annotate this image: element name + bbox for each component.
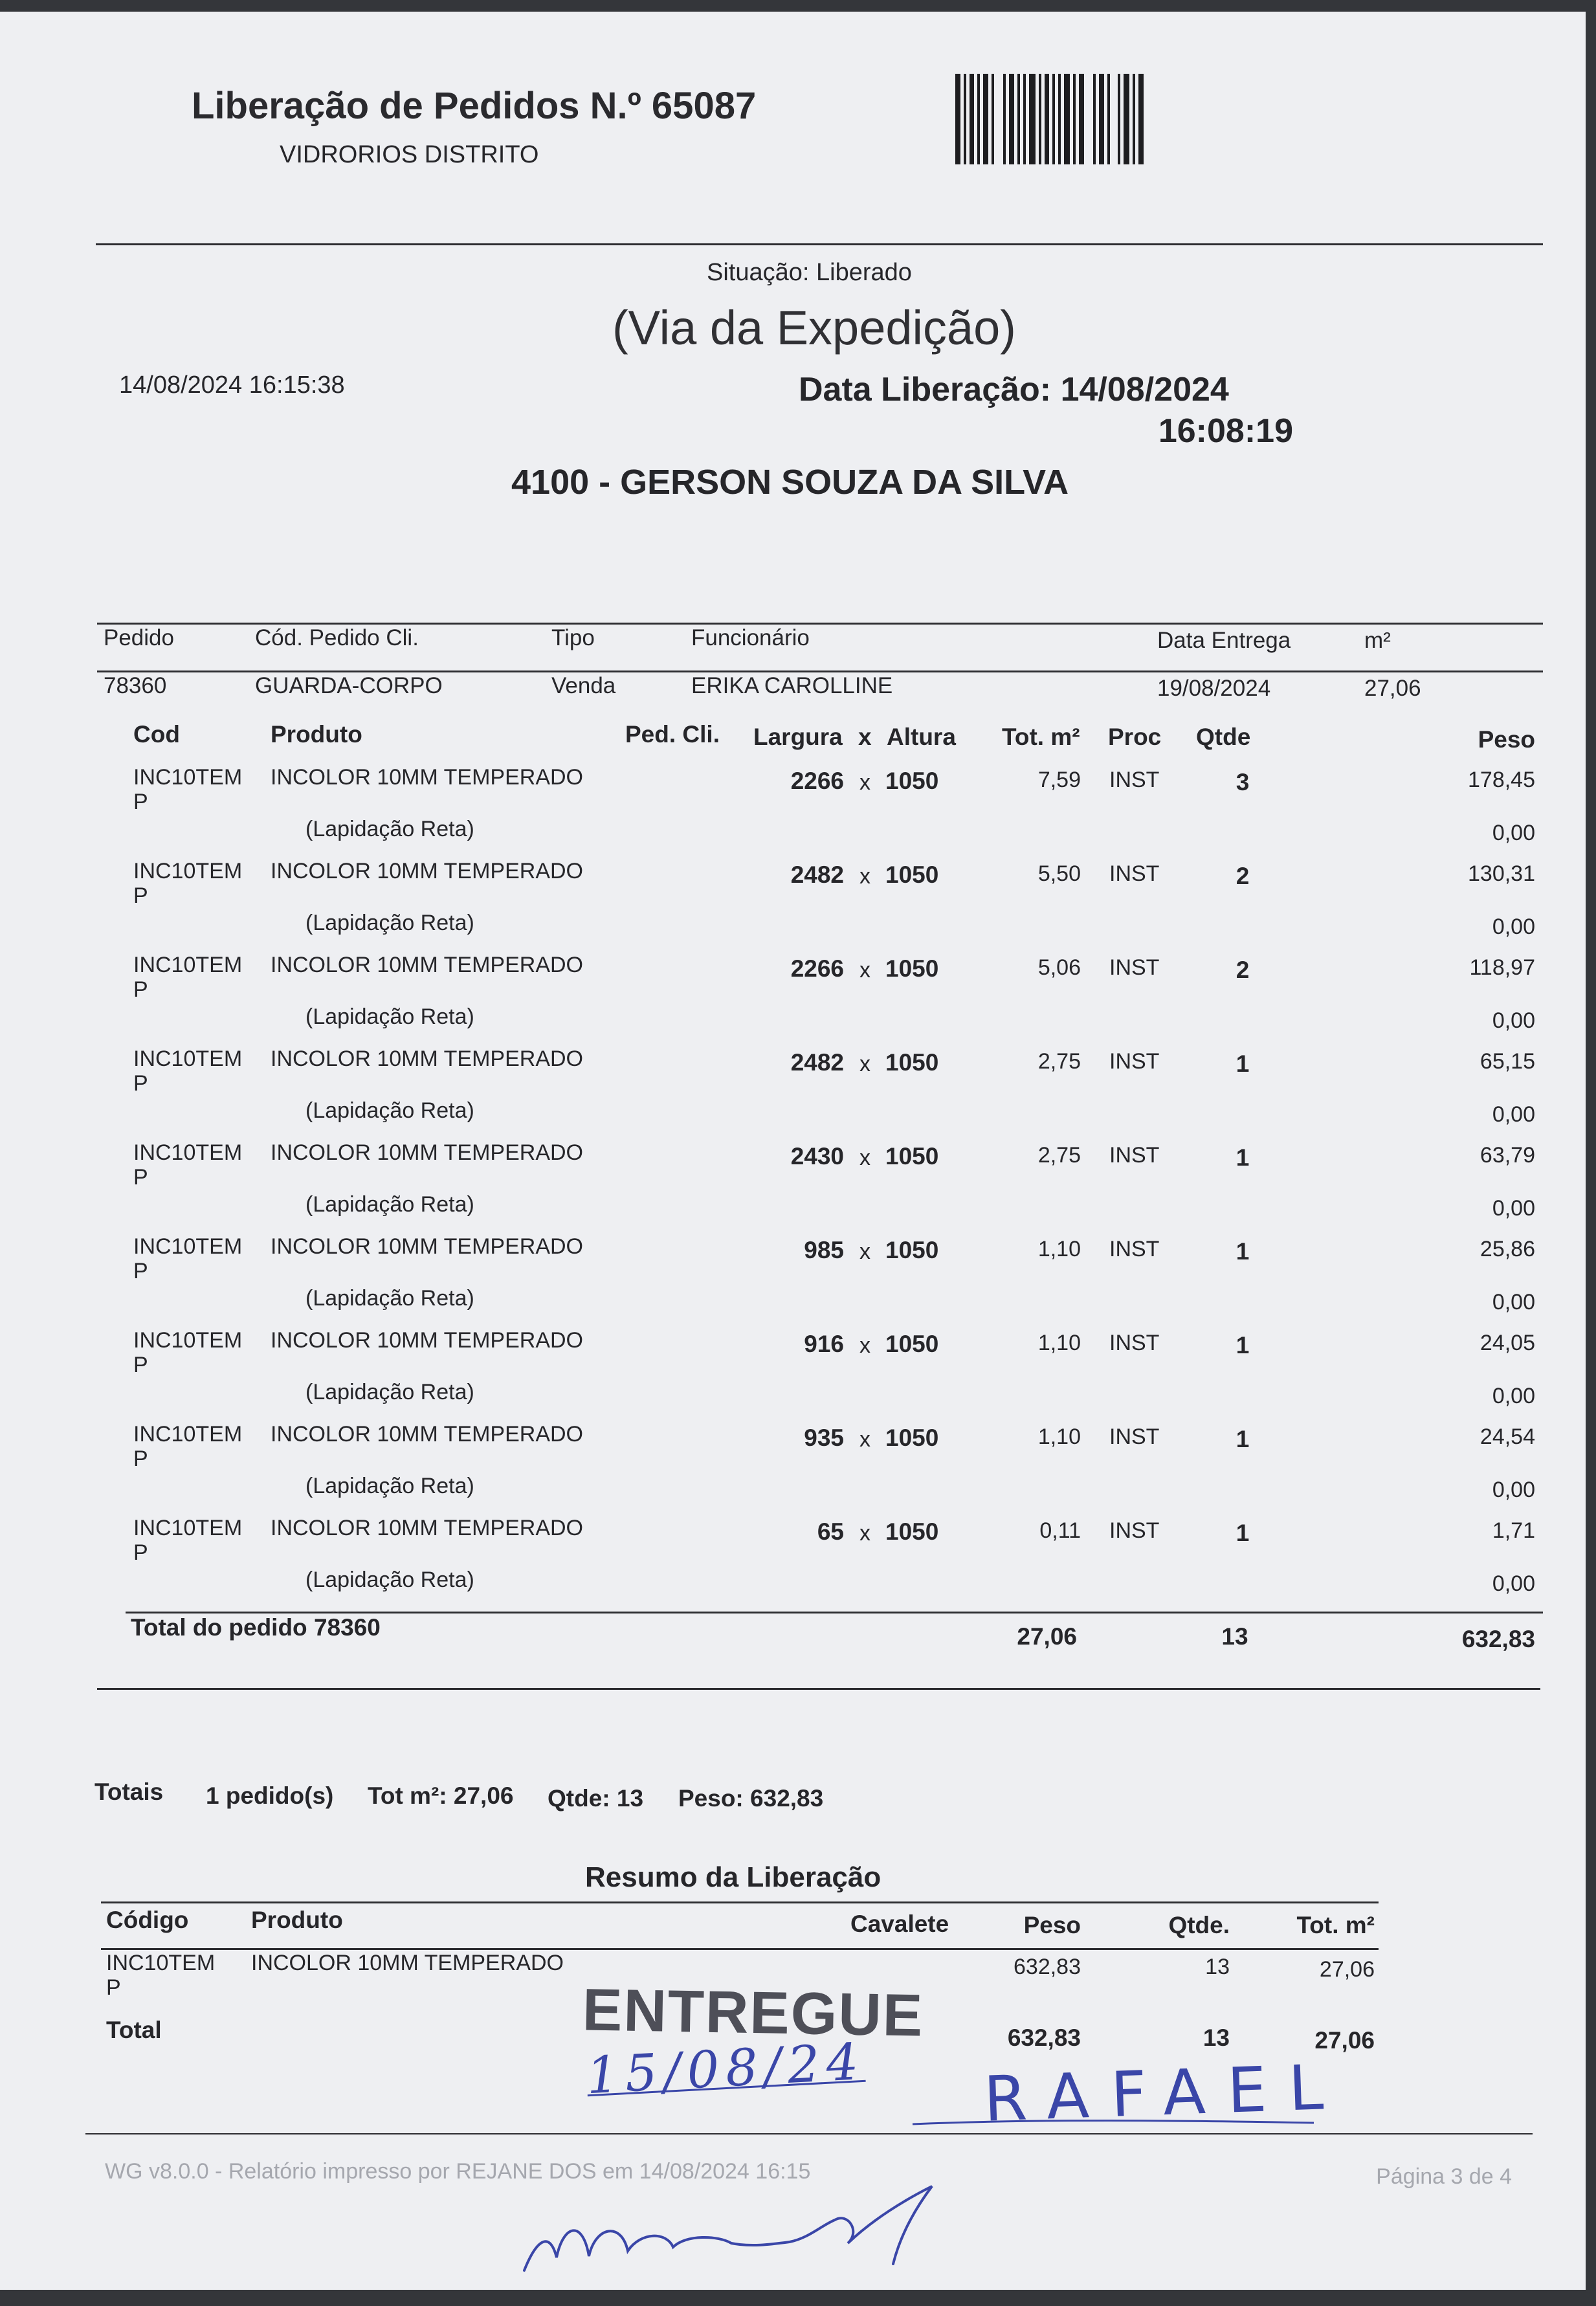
resumo-qtde: 13	[1205, 1955, 1230, 1979]
item-sub-description: (Lapidação Reta)	[305, 1568, 474, 1592]
resumo-peso: 632,83	[1014, 1955, 1081, 1979]
item-x: x	[859, 864, 870, 889]
item-qtde: 1	[1236, 1238, 1250, 1265]
order-m2: 27,06	[1364, 676, 1421, 701]
item-sub-peso: 0,00	[1492, 1571, 1535, 1596]
resumo-cod: INC10TEM	[106, 1951, 216, 1975]
item-cod-cont: P	[133, 1540, 148, 1565]
totals-label: Totais	[94, 1779, 164, 1805]
item-x: x	[859, 1239, 870, 1264]
item-cod: INC10TEM	[133, 859, 243, 883]
item-largura: 916	[804, 1331, 844, 1357]
item-largura: 2266	[790, 768, 844, 794]
col-ped-cli: Ped. Cli.	[625, 721, 720, 748]
item-x: x	[859, 1427, 870, 1452]
order-total-label: Total do pedido 78360	[131, 1614, 381, 1641]
order-total-peso: 632,83	[1461, 1626, 1535, 1652]
resumo-title: Resumo da Liberação	[585, 1861, 881, 1893]
footer-rule	[85, 2133, 1533, 2134]
col-pedido: Pedido	[104, 625, 174, 650]
item-produto: INCOLOR 10MM TEMPERADO	[271, 953, 584, 977]
item-sub-peso: 0,00	[1492, 915, 1535, 939]
col-proc: Proc	[1108, 724, 1162, 750]
item-peso: 25,86	[1480, 1237, 1535, 1261]
totals-peso: Peso: 632,83	[678, 1785, 824, 1812]
barcode	[955, 74, 1210, 164]
totals-m2: Tot m²: 27,06	[368, 1782, 514, 1809]
item-sub-description: (Lapidação Reta)	[305, 1474, 474, 1498]
document-page	[0, 12, 1586, 2290]
print-datetime: 14/08/2024 16:15:38	[119, 371, 345, 399]
item-cod-cont: P	[133, 977, 148, 1002]
footer-printed-by: WG v8.0.0 - Relatório impresso por REJANE DOS em 14/08/2024 16:15	[105, 2159, 811, 2184]
item-proc: INST	[1109, 1237, 1160, 1261]
item-proc: INST	[1109, 1143, 1160, 1168]
item-proc: INST	[1109, 861, 1160, 886]
item-altura: 1050	[885, 955, 939, 982]
item-qtde: 2	[1236, 863, 1250, 889]
item-sub-description: (Lapidação Reta)	[305, 911, 474, 935]
via-label: (Via da Expedição)	[612, 301, 1016, 355]
col-cod: Cod	[133, 721, 180, 748]
item-produto: INCOLOR 10MM TEMPERADO	[271, 1234, 584, 1259]
resumo-col-produto: Produto	[251, 1907, 343, 1933]
item-altura: 1050	[885, 1143, 939, 1170]
order-funcionario: ERIKA CAROLLINE	[691, 673, 893, 698]
item-proc: INST	[1109, 1518, 1160, 1543]
client-name: 4100 - GERSON SOUZA DA SILVA	[511, 463, 1069, 502]
item-produto: INCOLOR 10MM TEMPERADO	[271, 1047, 584, 1071]
item-qtde: 1	[1236, 1332, 1250, 1358]
resumo-produto: INCOLOR 10MM TEMPERADO	[251, 1951, 564, 1975]
item-cod: INC10TEM	[133, 765, 243, 790]
item-sub-peso: 0,00	[1492, 1196, 1535, 1221]
item-cod-cont: P	[133, 1259, 148, 1283]
item-altura: 1050	[885, 1518, 939, 1545]
item-produto: INCOLOR 10MM TEMPERADO	[271, 765, 584, 790]
order-table-header-rule	[97, 671, 1543, 672]
col-tot-m2: Tot. m²	[1002, 724, 1080, 750]
item-peso: 63,79	[1480, 1143, 1535, 1168]
item-x: x	[859, 1146, 870, 1170]
resumo-tot-m2: 27,06	[1319, 1957, 1375, 1982]
order-total-m2: 27,06	[1017, 1623, 1077, 1650]
item-cod-cont: P	[133, 1353, 148, 1377]
item-x: x	[859, 770, 870, 795]
item-cod-cont: P	[133, 883, 148, 908]
col-largura: Largura	[753, 724, 843, 750]
item-proc: INST	[1109, 1425, 1160, 1449]
handwritten-name: RAFAEL	[982, 2050, 1347, 2136]
item-tot-m2: 1,10	[1037, 1425, 1081, 1449]
col-x: x	[858, 724, 872, 750]
order-pedido: 78360	[104, 673, 167, 698]
item-largura: 2430	[790, 1143, 844, 1170]
item-largura: 985	[804, 1237, 844, 1263]
item-altura: 1050	[885, 1237, 939, 1263]
item-sub-description: (Lapidação Reta)	[305, 1192, 474, 1217]
col-m2: m²	[1364, 628, 1391, 653]
item-tot-m2: 7,59	[1037, 768, 1081, 792]
item-cod: INC10TEM	[133, 1234, 243, 1259]
resumo-total-peso: 632,83	[1007, 2024, 1081, 2051]
col-altura: Altura	[887, 724, 956, 750]
item-sub-description: (Lapidação Reta)	[305, 1004, 474, 1029]
item-proc: INST	[1109, 955, 1160, 980]
item-x: x	[859, 1052, 870, 1076]
item-produto: INCOLOR 10MM TEMPERADO	[271, 859, 584, 883]
resumo-col-tot-m2: Tot. m²	[1296, 1912, 1375, 1938]
order-total-rule	[126, 1612, 1543, 1613]
item-cod: INC10TEM	[133, 1047, 243, 1071]
item-qtde: 2	[1236, 957, 1250, 983]
data-liberacao: Data Liberação: 14/08/2024	[799, 371, 1229, 408]
totals-qtde: Qtde: 13	[548, 1785, 644, 1812]
item-peso: 178,45	[1468, 768, 1535, 792]
item-sub-description: (Lapidação Reta)	[305, 1286, 474, 1311]
item-tot-m2: 0,11	[1039, 1518, 1081, 1543]
item-cod-cont: P	[133, 1165, 148, 1190]
resumo-total-tot-m2: 27,06	[1314, 2027, 1375, 2054]
order-tipo: Venda	[551, 673, 616, 698]
item-produto: INCOLOR 10MM TEMPERADO	[271, 1516, 584, 1540]
item-proc: INST	[1109, 1049, 1160, 1074]
col-cod-pedido-cli: Cód. Pedido Cli.	[255, 625, 419, 650]
resumo-col-cavalete: Cavalete	[850, 1911, 949, 1937]
company-name: VIDRORIOS DISTRITO	[280, 141, 539, 168]
item-largura: 2266	[790, 955, 844, 982]
item-sub-peso: 0,00	[1492, 1290, 1535, 1314]
stamp-handwritten-date: 15/08/24	[584, 2032, 867, 2106]
item-cod: INC10TEM	[133, 1140, 243, 1165]
item-peso: 65,15	[1480, 1049, 1535, 1074]
item-sub-peso: 0,00	[1492, 1102, 1535, 1127]
order-data-entrega: 19/08/2024	[1157, 676, 1271, 701]
item-tot-m2: 5,50	[1037, 861, 1081, 886]
item-cod: INC10TEM	[133, 1516, 243, 1540]
resumo-col-qtde: Qtde.	[1168, 1912, 1230, 1938]
item-cod-cont: P	[133, 1447, 148, 1471]
item-tot-m2: 2,75	[1037, 1049, 1081, 1074]
item-cod-cont: P	[133, 790, 148, 814]
order-cod-pedido-cli: GUARDA-CORPO	[255, 673, 443, 698]
situacao: Situação: Liberado	[707, 259, 912, 286]
data-liberacao-time: 16:08:19	[1158, 412, 1293, 450]
resumo-total-label: Total	[106, 2017, 162, 2043]
order-total-qtde: 13	[1221, 1623, 1248, 1650]
item-qtde: 1	[1236, 1520, 1250, 1546]
col-data-entrega: Data Entrega	[1157, 628, 1291, 653]
item-cod: INC10TEM	[133, 1422, 243, 1447]
item-largura: 2482	[790, 1049, 844, 1076]
item-x: x	[859, 1521, 870, 1546]
item-tot-m2: 5,06	[1037, 955, 1081, 980]
item-altura: 1050	[885, 1049, 939, 1076]
item-qtde: 1	[1236, 1144, 1250, 1171]
resumo-cod-cont: P	[106, 1975, 121, 2000]
item-tot-m2: 1,10	[1037, 1237, 1081, 1261]
item-altura: 1050	[885, 768, 939, 794]
col-funcionario: Funcionário	[691, 625, 810, 650]
resumo-col-peso: Peso	[1023, 1912, 1081, 1938]
item-x: x	[859, 1333, 870, 1358]
item-x: x	[859, 958, 870, 982]
col-peso: Peso	[1478, 726, 1535, 753]
item-cod-cont: P	[133, 1071, 148, 1096]
col-tipo: Tipo	[551, 625, 595, 650]
item-largura: 65	[817, 1518, 844, 1545]
item-sub-peso: 0,00	[1492, 821, 1535, 845]
item-peso: 24,05	[1480, 1331, 1535, 1355]
section-divider	[97, 1688, 1540, 1690]
item-sub-description: (Lapidação Reta)	[305, 1380, 474, 1404]
item-tot-m2: 2,75	[1037, 1143, 1081, 1168]
col-produto: Produto	[271, 721, 362, 748]
totals-pedidos: 1 pedido(s)	[206, 1782, 334, 1809]
item-cod: INC10TEM	[133, 1328, 243, 1353]
item-peso: 130,31	[1468, 861, 1535, 886]
item-qtde: 1	[1236, 1426, 1250, 1452]
item-tot-m2: 1,10	[1037, 1331, 1081, 1355]
name-underline	[906, 2116, 1320, 2129]
item-peso: 118,97	[1469, 955, 1535, 980]
item-altura: 1050	[885, 861, 939, 888]
order-table-top-rule	[97, 623, 1543, 625]
resumo-total-qtde: 13	[1203, 2024, 1230, 2051]
item-produto: INCOLOR 10MM TEMPERADO	[271, 1328, 584, 1353]
item-qtde: 1	[1236, 1050, 1250, 1077]
item-altura: 1050	[885, 1331, 939, 1357]
footer-page-number: Página 3 de 4	[1376, 2164, 1512, 2189]
item-altura: 1050	[885, 1425, 939, 1451]
item-qtde: 3	[1236, 769, 1250, 795]
entregue-stamp: ENTREGUE	[582, 1977, 925, 2049]
header-divider	[96, 243, 1543, 245]
item-largura: 935	[804, 1425, 844, 1451]
item-proc: INST	[1109, 768, 1160, 792]
item-produto: INCOLOR 10MM TEMPERADO	[271, 1140, 584, 1165]
item-cod: INC10TEM	[133, 953, 243, 977]
document-title: Liberação de Pedidos N.º 65087	[192, 85, 757, 127]
resumo-header-rule	[101, 1948, 1379, 1950]
signature	[511, 2180, 1094, 2283]
resumo-col-codigo: Código	[106, 1907, 189, 1933]
col-qtde: Qtde	[1196, 724, 1251, 750]
item-peso: 24,54	[1480, 1425, 1535, 1449]
item-sub-peso: 0,00	[1492, 1008, 1535, 1033]
item-produto: INCOLOR 10MM TEMPERADO	[271, 1422, 584, 1447]
item-proc: INST	[1109, 1331, 1160, 1355]
item-largura: 2482	[790, 861, 844, 888]
item-sub-description: (Lapidação Reta)	[305, 1098, 474, 1123]
item-peso: 1,71	[1492, 1518, 1535, 1543]
item-sub-description: (Lapidação Reta)	[305, 817, 474, 841]
item-sub-peso: 0,00	[1492, 1384, 1535, 1408]
item-sub-peso: 0,00	[1492, 1478, 1535, 1502]
resumo-top-rule	[101, 1901, 1379, 1903]
